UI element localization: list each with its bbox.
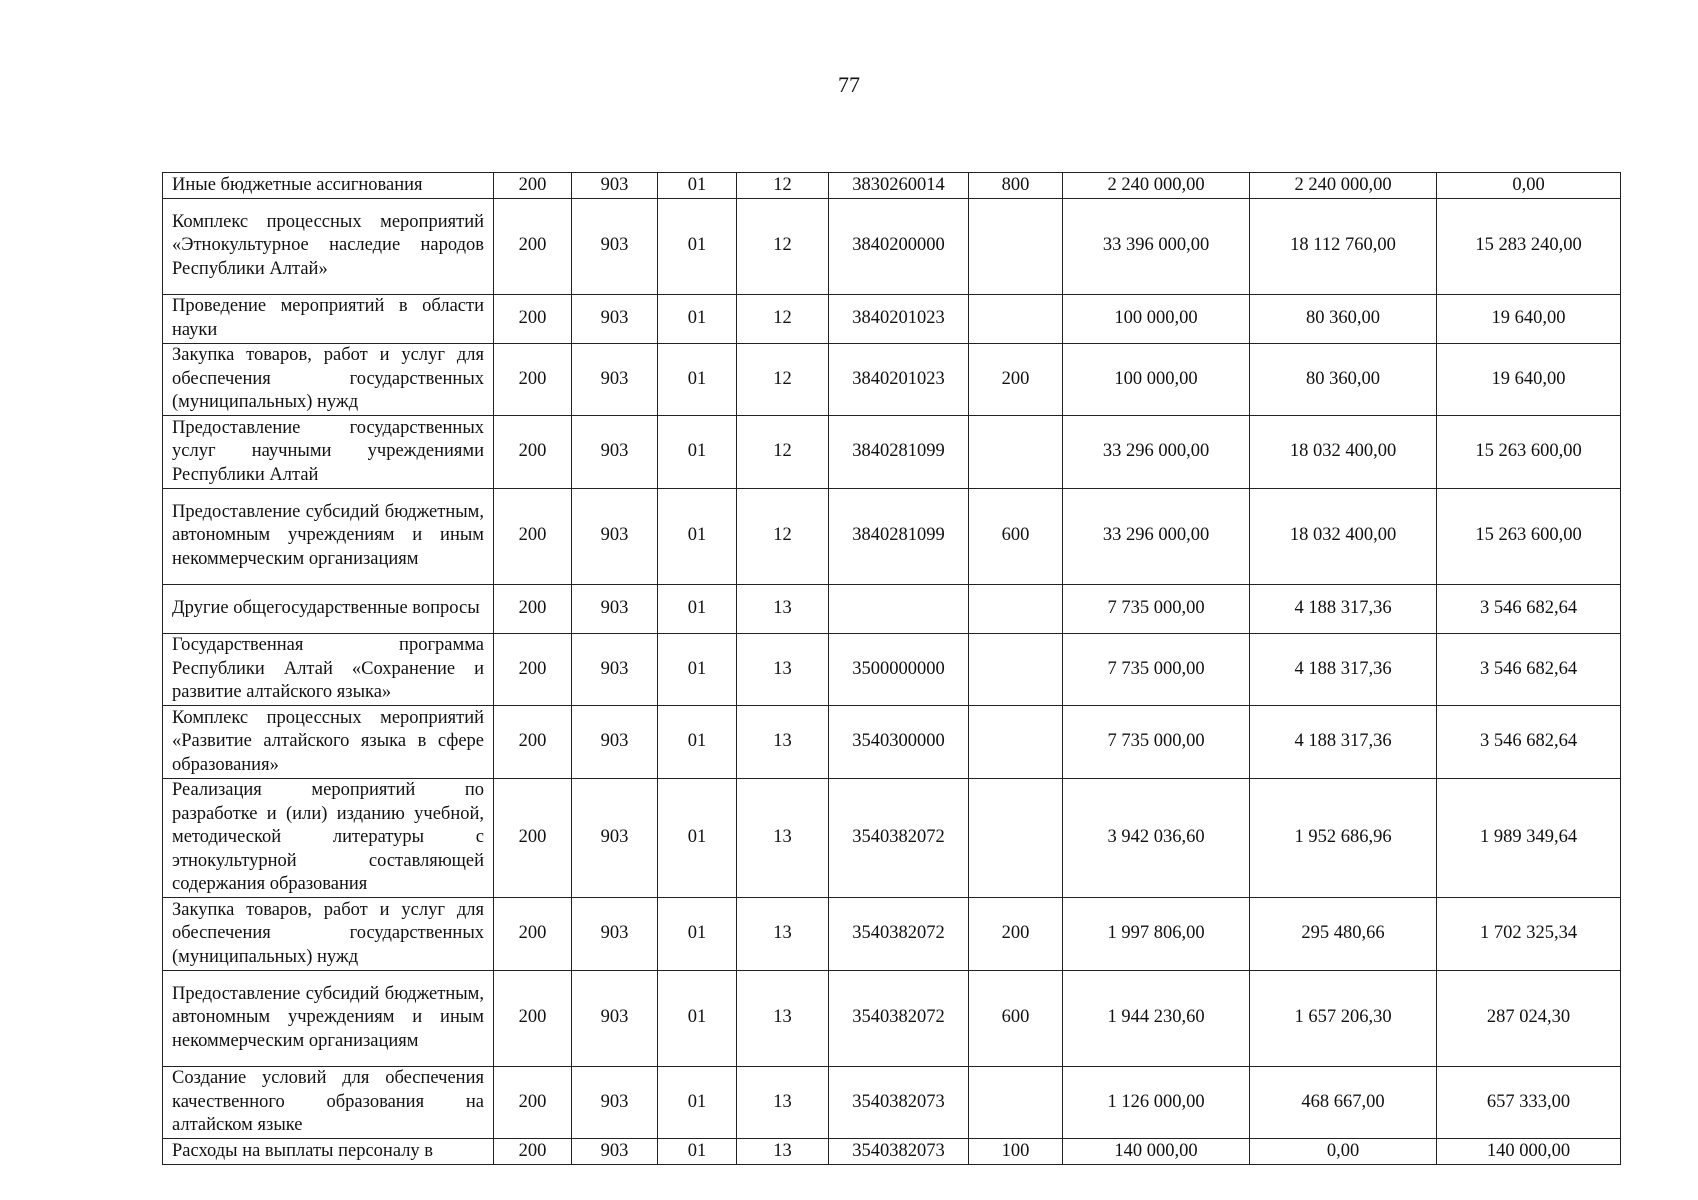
expense-type-cell	[969, 294, 1063, 343]
executed-amount-cell: 1 952 686,96	[1250, 778, 1437, 898]
table-row	[163, 633, 1621, 706]
planned-amount-cell: 7 735 000,00	[1063, 633, 1250, 706]
table-row	[163, 294, 1621, 343]
target-article-cell: 3840281099	[829, 488, 969, 584]
code-cell: 200	[494, 633, 572, 706]
ministry-code-cell: 903	[572, 488, 658, 584]
expense-type-cell	[969, 778, 1063, 898]
planned-amount-cell: 33 396 000,00	[1063, 198, 1250, 294]
planned-amount-cell: 7 735 000,00	[1063, 706, 1250, 779]
executed-amount-cell: 1 657 206,30	[1250, 970, 1437, 1066]
code-cell: 200	[494, 173, 572, 199]
code-cell: 200	[494, 970, 572, 1066]
code-cell: 200	[494, 416, 572, 489]
ministry-code-cell: 903	[572, 706, 658, 779]
row-name-cell: Иные бюджетные ассигнования	[163, 173, 494, 199]
remainder-amount-cell: 1 989 349,64	[1437, 778, 1621, 898]
subsection-cell: 13	[737, 898, 829, 971]
code-cell: 200	[494, 1066, 572, 1139]
table-row	[163, 706, 1621, 779]
subsection-cell: 12	[737, 488, 829, 584]
row-name-cell: Предоставление субсидий бюджетным, автономным учреждениям и иным некоммерческим организациям	[163, 488, 494, 584]
subsection-cell: 13	[737, 1139, 829, 1165]
target-article-cell: 3830260014	[829, 173, 969, 199]
section-cell: 01	[658, 1139, 737, 1165]
executed-amount-cell: 468 667,00	[1250, 1066, 1437, 1139]
page-number: 77	[838, 72, 860, 97]
code-cell: 200	[494, 584, 572, 633]
expense-type-cell: 600	[969, 970, 1063, 1066]
target-article-cell: 3500000000	[829, 633, 969, 706]
ministry-code-cell: 903	[572, 294, 658, 343]
planned-amount-cell: 7 735 000,00	[1063, 584, 1250, 633]
remainder-amount-cell: 287 024,30	[1437, 970, 1621, 1066]
section-cell: 01	[658, 898, 737, 971]
section-cell: 01	[658, 1066, 737, 1139]
ministry-code-cell: 903	[572, 173, 658, 199]
section-cell: 01	[658, 198, 737, 294]
remainder-amount-cell: 3 546 682,64	[1437, 584, 1621, 633]
row-name-cell: Расходы на выплаты персоналу в	[163, 1139, 494, 1165]
section-cell: 01	[658, 416, 737, 489]
remainder-amount-cell: 1 702 325,34	[1437, 898, 1621, 971]
row-name-cell: Другие общегосударственные вопросы	[163, 584, 494, 633]
expense-type-cell: 600	[969, 488, 1063, 584]
expense-type-cell: 200	[969, 343, 1063, 416]
section-cell: 01	[658, 488, 737, 584]
expense-type-cell: 200	[969, 898, 1063, 971]
ministry-code-cell: 903	[572, 416, 658, 489]
planned-amount-cell: 1 126 000,00	[1063, 1066, 1250, 1139]
expense-type-cell: 800	[969, 173, 1063, 199]
subsection-cell: 13	[737, 778, 829, 898]
remainder-amount-cell: 657 333,00	[1437, 1066, 1621, 1139]
section-cell: 01	[658, 706, 737, 779]
executed-amount-cell: 4 188 317,36	[1250, 706, 1437, 779]
planned-amount-cell: 3 942 036,60	[1063, 778, 1250, 898]
expense-type-cell	[969, 1066, 1063, 1139]
remainder-amount-cell: 19 640,00	[1437, 294, 1621, 343]
target-article-cell: 3540382073	[829, 1066, 969, 1139]
planned-amount-cell: 100 000,00	[1063, 343, 1250, 416]
table-row	[163, 970, 1621, 1066]
planned-amount-cell: 33 296 000,00	[1063, 488, 1250, 584]
remainder-amount-cell: 15 263 600,00	[1437, 488, 1621, 584]
executed-amount-cell: 0,00	[1250, 1139, 1437, 1165]
expense-type-cell	[969, 706, 1063, 779]
target-article-cell: 3840200000	[829, 198, 969, 294]
row-name-cell: Комплекс процессных мероприятий «Этнокультурное наследие народов Республики Алтай»	[163, 198, 494, 294]
section-cell: 01	[658, 173, 737, 199]
code-cell: 200	[494, 898, 572, 971]
planned-amount-cell: 1 997 806,00	[1063, 898, 1250, 971]
table-row	[163, 1066, 1621, 1139]
section-cell: 01	[658, 970, 737, 1066]
subsection-cell: 12	[737, 294, 829, 343]
subsection-cell: 13	[737, 584, 829, 633]
subsection-cell: 13	[737, 1066, 829, 1139]
section-cell: 01	[658, 294, 737, 343]
ministry-code-cell: 903	[572, 898, 658, 971]
table-row	[163, 416, 1621, 489]
remainder-amount-cell: 140 000,00	[1437, 1139, 1621, 1165]
row-name-cell: Проведение мероприятий в области науки	[163, 294, 494, 343]
subsection-cell: 12	[737, 173, 829, 199]
table-row	[163, 898, 1621, 971]
remainder-amount-cell: 3 546 682,64	[1437, 633, 1621, 706]
code-cell: 200	[494, 294, 572, 343]
remainder-amount-cell: 15 283 240,00	[1437, 198, 1621, 294]
table-row	[163, 198, 1621, 294]
remainder-amount-cell: 19 640,00	[1437, 343, 1621, 416]
executed-amount-cell: 4 188 317,36	[1250, 584, 1437, 633]
budget-table	[162, 172, 1621, 1165]
executed-amount-cell: 295 480,66	[1250, 898, 1437, 971]
planned-amount-cell: 100 000,00	[1063, 294, 1250, 343]
section-cell: 01	[658, 584, 737, 633]
planned-amount-cell: 1 944 230,60	[1063, 970, 1250, 1066]
planned-amount-cell: 140 000,00	[1063, 1139, 1250, 1165]
row-name-cell: Государственная программа Республики Алтай «Сохранение и развитие алтайского языка»	[163, 633, 494, 706]
target-article-cell: 3540382072	[829, 778, 969, 898]
subsection-cell: 12	[737, 343, 829, 416]
code-cell: 200	[494, 343, 572, 416]
row-name-cell: Закупка товаров, работ и услуг для обеспечения государственных (муниципальных) нужд	[163, 898, 494, 971]
ministry-code-cell: 903	[572, 1139, 658, 1165]
subsection-cell: 13	[737, 633, 829, 706]
table-row	[163, 173, 1621, 199]
executed-amount-cell: 18 032 400,00	[1250, 488, 1437, 584]
target-article-cell: 3840201023	[829, 343, 969, 416]
row-name-cell: Реализация мероприятий по разработке и (или) изданию учебной, методической литературы с этнокультурной составляющей содержания образования	[163, 778, 494, 898]
planned-amount-cell: 33 296 000,00	[1063, 416, 1250, 489]
ministry-code-cell: 903	[572, 198, 658, 294]
executed-amount-cell: 80 360,00	[1250, 294, 1437, 343]
table-row	[163, 488, 1621, 584]
ministry-code-cell: 903	[572, 584, 658, 633]
target-article-cell: 3840281099	[829, 416, 969, 489]
executed-amount-cell: 18 112 760,00	[1250, 198, 1437, 294]
subsection-cell: 13	[737, 970, 829, 1066]
expense-type-cell: 100	[969, 1139, 1063, 1165]
table-row	[163, 1139, 1621, 1165]
table-row	[163, 584, 1621, 633]
target-article-cell: 3540382072	[829, 970, 969, 1066]
row-name-cell: Создание условий для обеспечения качественного образования на алтайском языке	[163, 1066, 494, 1139]
remainder-amount-cell: 3 546 682,64	[1437, 706, 1621, 779]
code-cell: 200	[494, 488, 572, 584]
executed-amount-cell: 18 032 400,00	[1250, 416, 1437, 489]
target-article-cell: 3840201023	[829, 294, 969, 343]
remainder-amount-cell: 15 263 600,00	[1437, 416, 1621, 489]
ministry-code-cell: 903	[572, 343, 658, 416]
ministry-code-cell: 903	[572, 633, 658, 706]
subsection-cell: 12	[737, 416, 829, 489]
ministry-code-cell: 903	[572, 778, 658, 898]
expense-type-cell	[969, 633, 1063, 706]
expense-type-cell	[969, 416, 1063, 489]
ministry-code-cell: 903	[572, 1066, 658, 1139]
row-name-cell: Предоставление субсидий бюджетным, автономным учреждениям и иным некоммерческим организациям	[163, 970, 494, 1066]
code-cell: 200	[494, 778, 572, 898]
remainder-amount-cell: 0,00	[1437, 173, 1621, 199]
target-article-cell: 3540382073	[829, 1139, 969, 1165]
table-row	[163, 778, 1621, 898]
table-body	[163, 173, 1621, 1165]
expense-type-cell	[969, 584, 1063, 633]
row-name-cell: Предоставление государственных услуг научными учреждениями Республики Алтай	[163, 416, 494, 489]
executed-amount-cell: 2 240 000,00	[1250, 173, 1437, 199]
target-article-cell	[829, 584, 969, 633]
section-cell: 01	[658, 633, 737, 706]
executed-amount-cell: 80 360,00	[1250, 343, 1437, 416]
ministry-code-cell: 903	[572, 970, 658, 1066]
target-article-cell: 3540382072	[829, 898, 969, 971]
executed-amount-cell: 4 188 317,36	[1250, 633, 1437, 706]
row-name-cell: Комплекс процессных мероприятий «Развитие алтайского языка в сфере образования»	[163, 706, 494, 779]
planned-amount-cell: 2 240 000,00	[1063, 173, 1250, 199]
code-cell: 200	[494, 198, 572, 294]
subsection-cell: 12	[737, 198, 829, 294]
code-cell: 200	[494, 1139, 572, 1165]
table-row	[163, 343, 1621, 416]
section-cell: 01	[658, 343, 737, 416]
expense-type-cell	[969, 198, 1063, 294]
subsection-cell: 13	[737, 706, 829, 779]
target-article-cell: 3540300000	[829, 706, 969, 779]
section-cell: 01	[658, 778, 737, 898]
code-cell: 200	[494, 706, 572, 779]
row-name-cell: Закупка товаров, работ и услуг для обеспечения государственных (муниципальных) нужд	[163, 343, 494, 416]
